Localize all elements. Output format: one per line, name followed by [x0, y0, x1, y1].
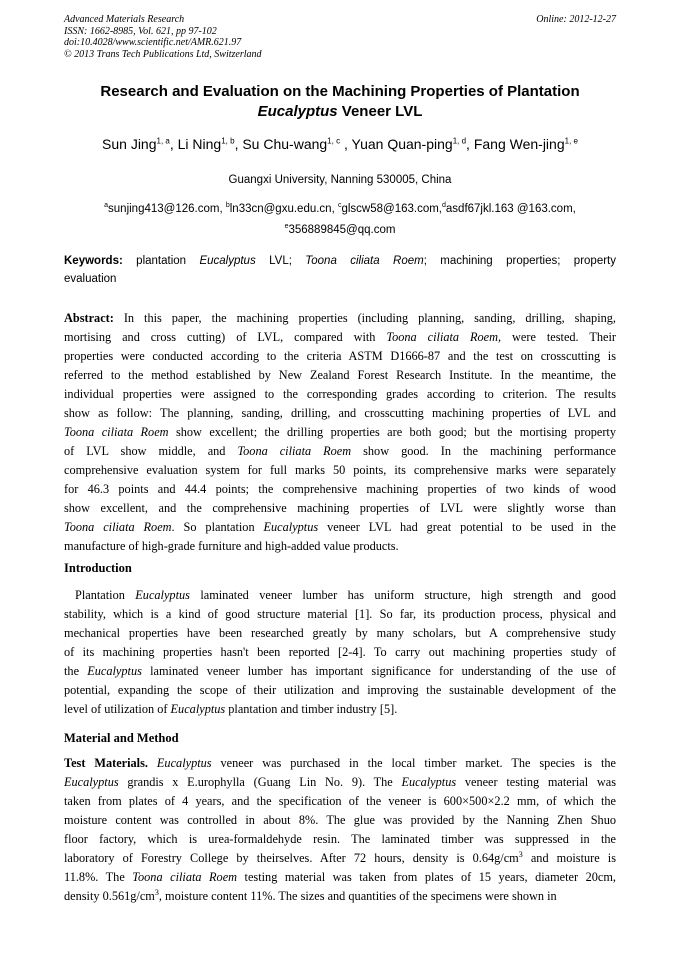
author-affiliation-mark: 1, d [452, 136, 467, 146]
title-rest: Veneer LVL [337, 103, 423, 120]
author-name: Li Ning [177, 136, 222, 152]
abstract-line [64, 309, 616, 328]
email-list [64, 197, 616, 239]
issn-line: ISSN: 1662-8985, Vol. 621, pp 97-102 [64, 25, 217, 37]
journal-header [64, 14, 616, 60]
abstract-line [64, 347, 616, 366]
author-separator: , [234, 136, 243, 152]
email-address: glscw58@163.com, [341, 202, 442, 215]
introduction-line [64, 605, 616, 624]
material-seg: floor factory, which is urea-formaldehyde resin. The laminated timber was suppressed in the [64, 832, 616, 846]
material-method-heading: Material and Method [64, 731, 179, 745]
abstract-seg: show excellent; the drilling properties are both good; but the mortising property [168, 425, 617, 439]
abstract-line [64, 366, 616, 385]
introduction-seg: plantation and timber industry [5]. [225, 702, 398, 716]
introduction-seg: Eucalyptus [170, 702, 226, 716]
material-seg: laboratory of Forestry College by theirselves. After 72 hours, density is 0.64g/cm [64, 851, 519, 865]
email-address: sunjing413@126.com, [108, 202, 226, 215]
email-mark: b [225, 202, 230, 209]
material-seg: moisture content was controlled in about 8%. The glue was provided by the Nanning Zhen Shuo [64, 813, 616, 827]
email-mark: c [337, 202, 342, 209]
author-affiliation-mark: 1, c [327, 136, 341, 146]
material-seg: Eucalyptus [156, 756, 212, 770]
material-line [64, 792, 616, 811]
material-seg: 11.8%. The [64, 870, 133, 884]
author-list [64, 136, 616, 152]
abstract-seg: In this paper, the machining properties (including planning, sanding, drilling, shaping, [113, 311, 616, 325]
abstract-line [64, 423, 616, 442]
introduction-seg: mechanical properties have been researched greatly by many scholars, but A comprehensive study [64, 626, 616, 640]
author-name: Sun Jing [102, 136, 157, 152]
material-seg [148, 756, 157, 770]
material-seg: Toona ciliata Roem [132, 870, 238, 884]
introduction-seg: laminated veneer lumber has uniform structure, high strength and good [189, 588, 616, 602]
abstract-seg: individual properties were assigned to the corresponding grades according to criterion. The results [64, 387, 616, 401]
email-mark: d [442, 202, 446, 209]
abstract-label: Abstract: [64, 311, 114, 325]
doi-line: doi:10.4028/www.scientific.net/AMR.621.97 [64, 37, 242, 48]
abstract-seg: of LVL show middle, and [64, 444, 238, 458]
keyword-seg: Eucalyptus [199, 255, 256, 267]
keywords-block [64, 252, 616, 288]
abstract-line [64, 461, 616, 480]
abstract-seg: Toona ciliata Roem [237, 444, 352, 458]
introduction-line [64, 700, 616, 719]
abstract-line [64, 537, 616, 556]
author-name: Yuan Quan-ping [351, 136, 453, 152]
abstract-line [64, 404, 616, 423]
email-address: asdf67jkl.163 @163.com, [445, 202, 576, 215]
abstract-line [64, 499, 616, 518]
author-affiliation-mark: 1, a [156, 136, 170, 146]
copyright-line: © 2013 Trans Tech Publications Ltd, Switzerland [64, 48, 262, 60]
material-seg: testing material was taken from plates of 15 years, diameter 20cm, [237, 870, 616, 884]
email-address: 356889845@qq.com [288, 223, 396, 236]
abstract-seg: Eucalyptus [263, 520, 319, 534]
introduction-seg: the [64, 664, 88, 678]
introduction-line [64, 586, 616, 605]
keywords-line-2: evaluation [64, 273, 117, 285]
introduction-seg: level of utilization of [64, 702, 171, 716]
abstract-line [64, 328, 616, 347]
email-mark: a [104, 202, 109, 209]
abstract-seg: Toona ciliata Roem [64, 425, 169, 439]
title-line-2 [64, 102, 616, 122]
abstract-seg: referred to the method established by New Zealand Forest Research Institute. In the meantime, the [64, 368, 616, 382]
abstract-seg: were tested. Their [501, 330, 616, 344]
title-genus: Eucalyptus [257, 103, 338, 120]
material-line [64, 849, 616, 868]
abstract-line [64, 518, 616, 537]
material-seg: taken from plates of 4 years, and the specification of the veneer is 600×500×2.2 mm, of which the [64, 794, 616, 808]
material-label: Test Materials. [64, 756, 148, 770]
abstract-line [64, 480, 616, 499]
abstract-paragraph [64, 309, 616, 556]
abstract-seg: for 46.3 points and 44.4 points; the comprehensive machining properties of two kinds of wood [64, 482, 616, 496]
email-line-1 [64, 197, 616, 218]
material-seg: and moisture is [522, 851, 617, 865]
introduction-paragraph [64, 586, 616, 719]
material-seg: density 0.561g/cm [64, 889, 155, 903]
material-seg: Eucalyptus [401, 775, 457, 789]
email-line-2 [64, 218, 616, 239]
abstract-seg: show good. In the machining performance [351, 444, 616, 458]
introduction-seg: potential, expanding the scope of their utilization and improving the sustainable development of the [64, 683, 616, 697]
abstract-seg: manufacture of high-grade furniture and high-added value products. [64, 539, 399, 553]
abstract-seg: comprehensive evaluation system for full marks 50 points, its comprehensive marks were separately [64, 463, 616, 477]
material-seg: 3 [518, 849, 523, 859]
author-affiliation-mark: 1, e [564, 136, 578, 146]
material-seg: veneer was purchased in the local timber market. The species is the [211, 756, 617, 770]
material-line [64, 754, 616, 773]
introduction-seg: stability, which is a kind of good structure material [1]. So far, its production process, physical and [64, 607, 616, 621]
author-separator: , [340, 136, 352, 152]
material-line [64, 773, 616, 792]
keyword-seg: plantation [122, 255, 200, 267]
introduction-line [64, 643, 616, 662]
affiliation: Guangxi University, Nanning 530005, China [228, 174, 452, 186]
introduction-line [64, 624, 616, 643]
keywords-line-1 [64, 252, 616, 270]
author-separator: , [169, 136, 178, 152]
introduction-heading: Introduction [64, 561, 132, 575]
author-separator: , [466, 136, 474, 152]
introduction-seg: Plantation [75, 588, 136, 602]
email-mark: e [284, 222, 289, 230]
abstract-line [64, 385, 616, 404]
keyword-seg: ; machining properties; property [423, 255, 616, 267]
material-line [64, 811, 616, 830]
material-line [64, 868, 616, 887]
abstract-seg: mortising and cross cutting) of LVL, compared with [64, 330, 387, 344]
abstract-seg: properties were conducted according to the criteria ASTM D1666-87 and the test on crosscutting is [64, 349, 616, 363]
title-line-1: Research and Evaluation on the Machining Properties of Plantation [100, 83, 580, 100]
abstract-seg: show excellent, and the comprehensive machining properties of LVL were slightly worse than [64, 501, 616, 515]
keyword-seg: Toona ciliata Roem [305, 255, 424, 267]
introduction-line [64, 681, 616, 700]
keyword-seg: LVL; [255, 255, 306, 267]
abstract-seg: Toona ciliata Roem, [386, 330, 502, 344]
material-line [64, 830, 616, 849]
introduction-seg: of its machining properties hasn't been reported [2-4]. To carry out machining properties study of [64, 645, 616, 659]
material-seg: grandis x E.urophylla (Guang Lin No. 9). The [118, 775, 402, 789]
introduction-seg: Eucalyptus [135, 588, 190, 602]
email-address: ln33cn@gxu.edu.cn, [229, 202, 338, 215]
author-affiliation-mark: 1, b [221, 136, 235, 146]
material-seg: 3 [154, 887, 159, 897]
keywords-label: Keywords: [64, 255, 123, 267]
abstract-seg: Toona ciliata Roem [64, 520, 172, 534]
test-materials-paragraph [64, 754, 616, 906]
abstract-seg: . So plantation [171, 520, 264, 534]
author-name: Fang Wen-jing [473, 136, 565, 152]
introduction-seg: Eucalyptus [87, 664, 142, 678]
material-seg: , moisture content 11%. The sizes and quantities of the specimens were shown in [158, 889, 557, 903]
material-line [64, 887, 616, 906]
paper-title [64, 82, 616, 122]
online-date: Online: 2012-12-27 [536, 14, 616, 25]
introduction-seg: laminated veneer lumber has important significance for understanding of the use of [141, 664, 616, 678]
journal-name: Advanced Materials Research [64, 14, 185, 25]
material-seg: Eucalyptus [64, 775, 119, 789]
material-seg: veneer testing material was [456, 775, 616, 789]
abstract-line [64, 442, 616, 461]
abstract-seg: veneer LVL had great potential to be used in the [318, 520, 616, 534]
abstract-seg: show as follow: The planning, sanding, drilling, and crosscutting machining properties of LVL and [64, 406, 616, 420]
author-name: Su Chu-wang [242, 136, 328, 152]
introduction-line [64, 662, 616, 681]
